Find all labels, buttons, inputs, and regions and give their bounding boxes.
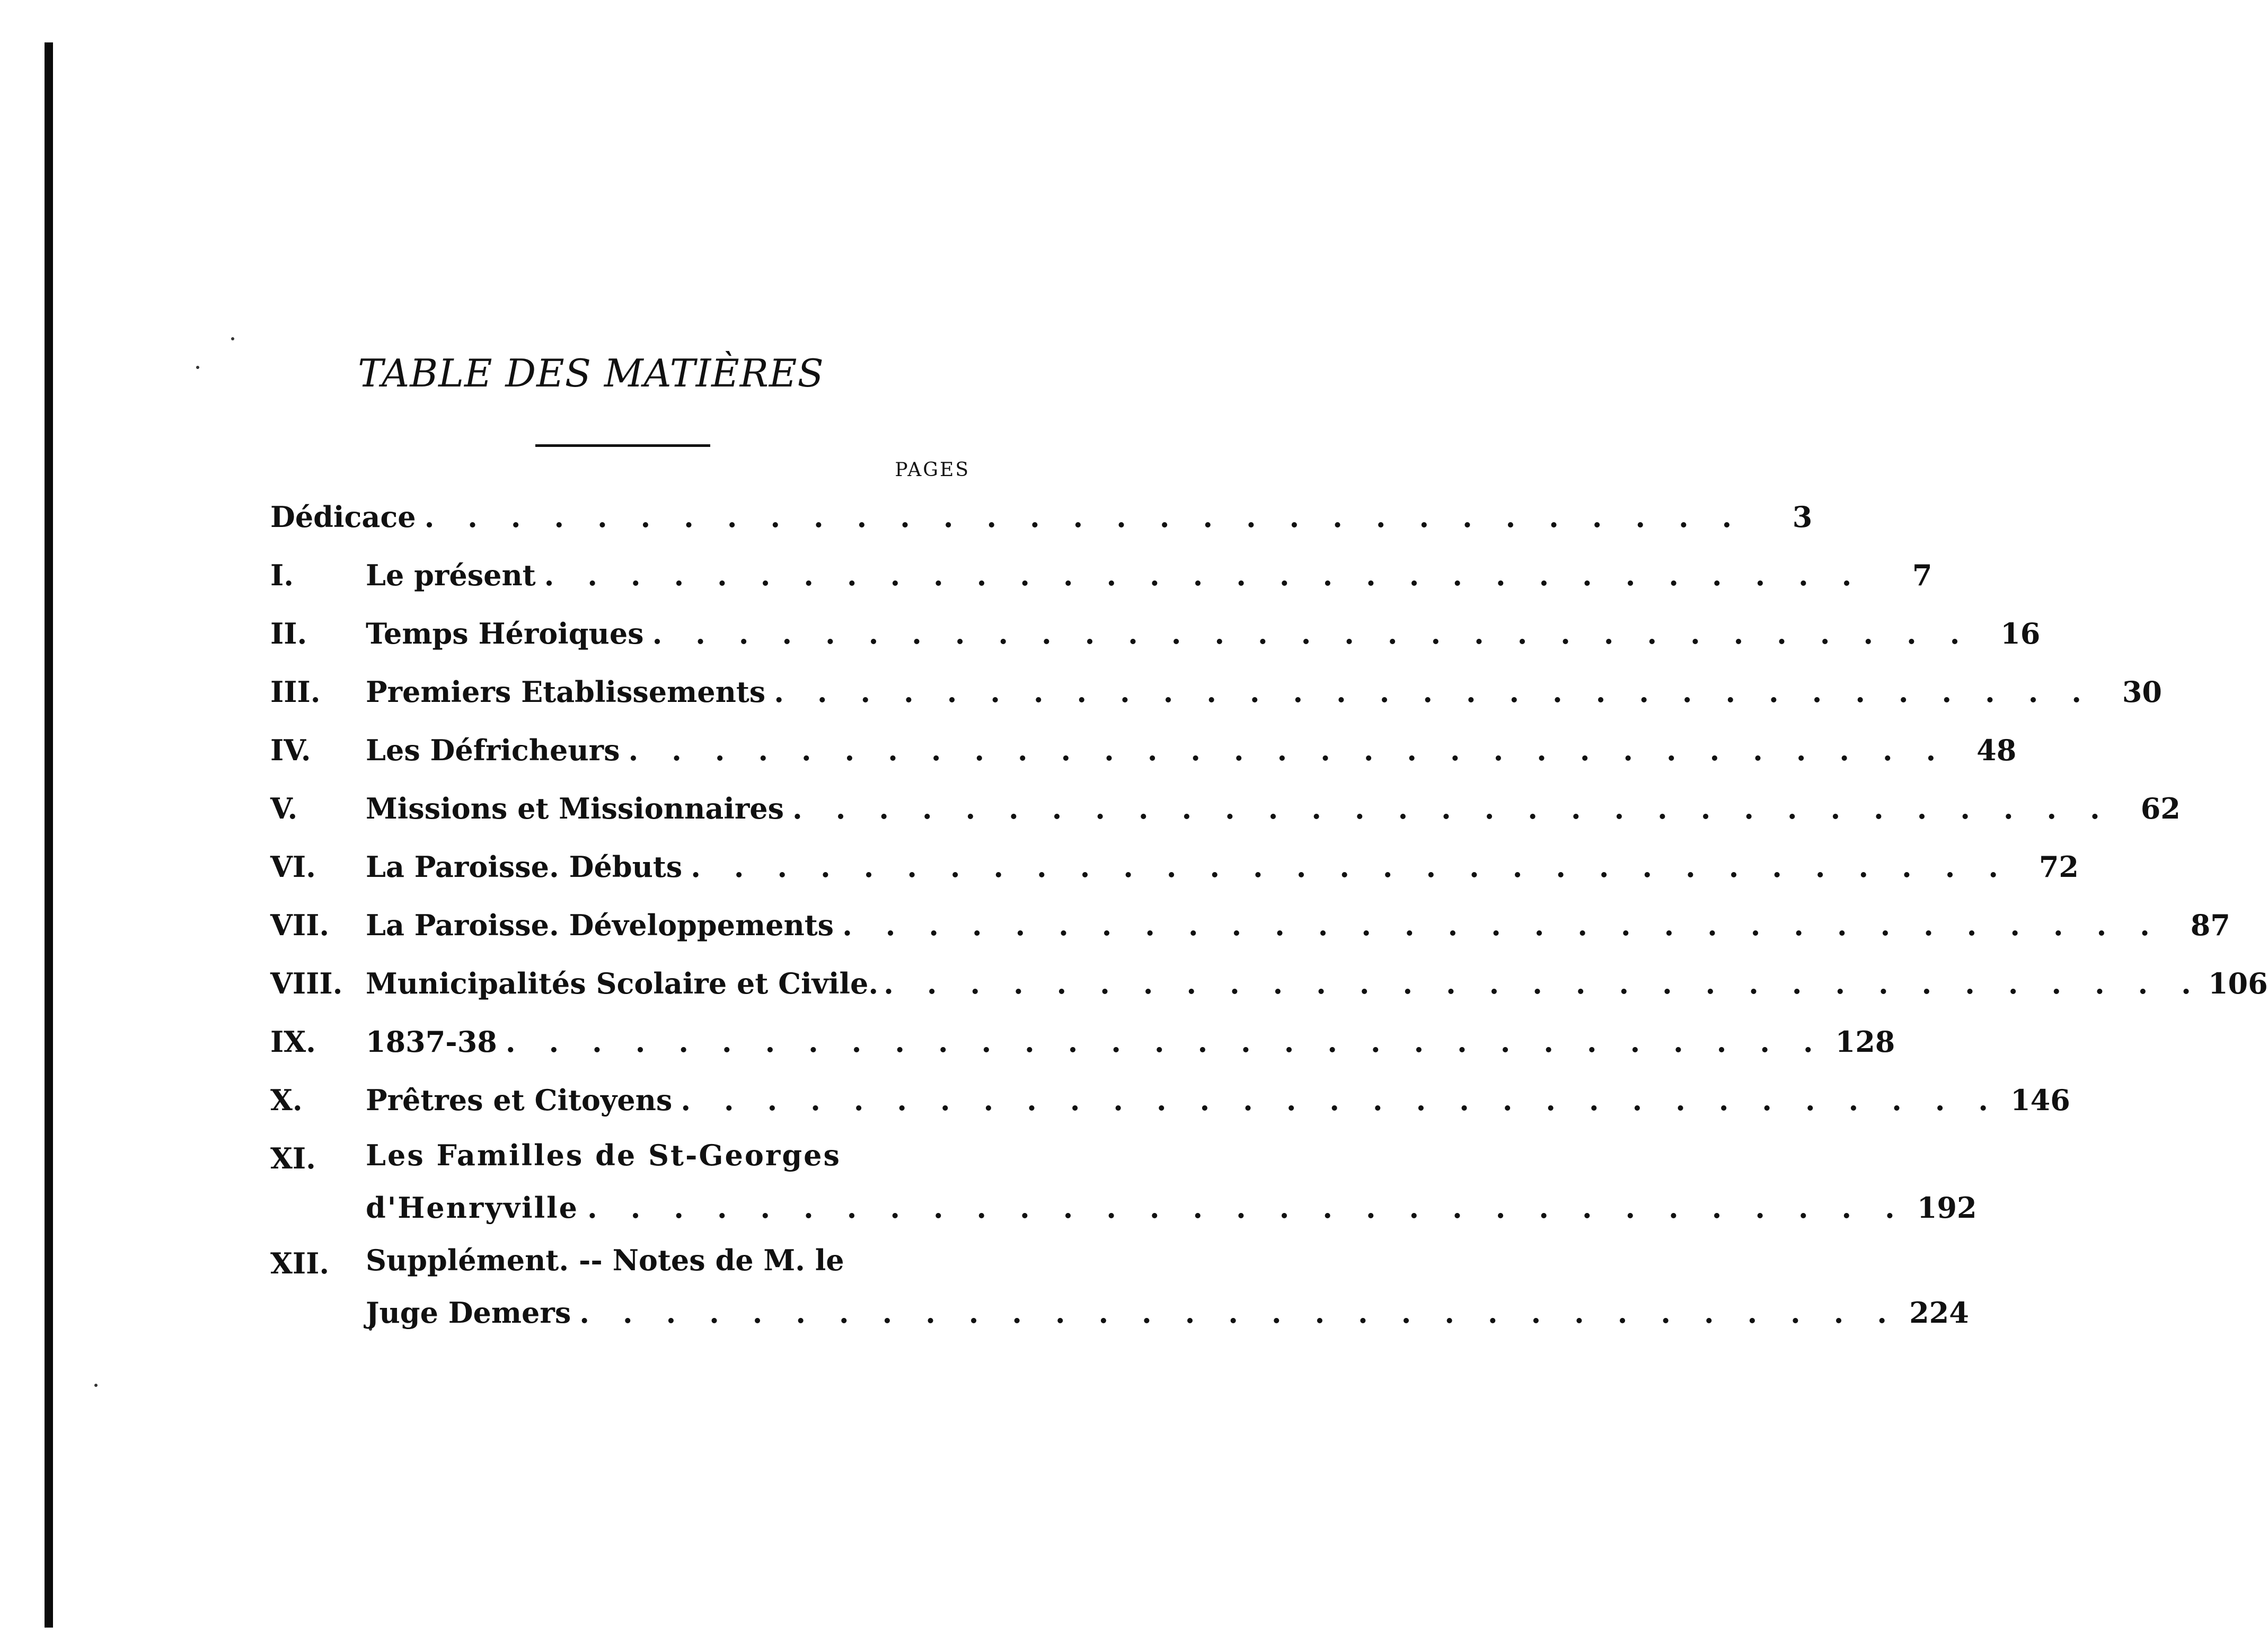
- toc-entry-title: Municipalités Scolaire et Civile.: [366, 966, 879, 1000]
- chapter-number: III.: [270, 675, 321, 709]
- dot-leader: . . . . . . . . . . . . . . . . . . . . . . . . . . . . . . .: [505, 1025, 1825, 1059]
- toc-entry-page: 128: [1835, 1025, 1895, 1059]
- toc-entry-title: 1837-38: [366, 1025, 497, 1059]
- dot-leader: . . . . . . . . . . . . . . . . . . . . . . . . . . . . . . .: [579, 1296, 1899, 1330]
- dot-leader: . . . . . . . . . . . . . . . . . . . . . . . . . . . . . . .: [774, 675, 2094, 709]
- table-of-contents: [270, 488, 2268, 1339]
- toc-entry-page: 224: [1909, 1296, 1969, 1330]
- toc-entry-page: 72: [2038, 850, 2079, 884]
- toc-entry: [270, 1013, 1895, 1071]
- toc-entry-title: Les Défricheurs: [366, 733, 620, 767]
- page-binding-edge: [45, 42, 53, 1628]
- toc-entry-page: 62: [2140, 792, 2181, 825]
- toc-entry-page: 30: [2122, 675, 2163, 709]
- toc-entry-page: 146: [2010, 1083, 2070, 1117]
- dot-leader: . . . . . . . . . . . . . . . . . . . . . . . . . . . . . . .: [652, 617, 1972, 651]
- chapter-number: IV.: [270, 733, 311, 767]
- toc-entry-page: 192: [1917, 1191, 1977, 1225]
- dot-leader: . . . . . . . . . . . . . . . . . . . . . . . . . . . . . . .: [792, 792, 2112, 825]
- toc-entry: [270, 838, 2079, 896]
- toc-entry-title: Missions et Missionnaires: [366, 792, 784, 825]
- toc-entry: [270, 663, 2163, 721]
- dot-leader: . . . . . . . . . . . . . . . . . . . . . . . . . . . . . . .: [681, 1083, 2000, 1117]
- toc-entry-page: 16: [2000, 617, 2041, 651]
- toc-entry-title: La Paroisse. Débuts: [366, 850, 683, 884]
- dot-leader: . . . . . . . . . . . . . . . . . . . . . . . . . . . . . . .: [587, 1191, 1907, 1225]
- chapter-number: XII.: [270, 1246, 330, 1280]
- toc-entry-title-continued: d'Henryville: [366, 1191, 579, 1225]
- toc-entry-page: 106: [2208, 966, 2268, 1000]
- toc-entry: [270, 896, 2230, 954]
- chapter-number: VIII.: [270, 966, 343, 1000]
- toc-entry-title: Le présent: [366, 558, 536, 592]
- toc-entry-title: Premiers Etablissements: [366, 675, 766, 709]
- chapter-number: IX.: [270, 1025, 316, 1059]
- toc-entry: [270, 954, 2268, 1013]
- toc-entry-dedicace: [270, 488, 1813, 546]
- dot-leader: . . . . . . . . . . . . . . . . . . . . . . . . . . . . . . .: [842, 908, 2161, 942]
- toc-entry: [270, 1129, 1977, 1234]
- chapter-number: X.: [270, 1083, 303, 1117]
- toc-entry-title: Supplément. -- Notes de M. le: [366, 1243, 844, 1277]
- dot-leader: . . . . . . . . . . . . . . . . . . . . . . . . . . . . . . .: [884, 966, 2203, 1000]
- toc-entry-title: Dédicace: [270, 500, 416, 534]
- dot-leader: . . . . . . . . . . . . . . . . . . . . . . . . . . . . . . .: [424, 500, 1744, 534]
- toc-entry: [270, 546, 1932, 604]
- chapter-number: XI.: [270, 1141, 316, 1175]
- pages-column-header: PAGES: [895, 459, 970, 481]
- ink-speck: [94, 1384, 98, 1387]
- toc-entry-title: Prêtres et Citoyens: [366, 1083, 673, 1117]
- toc-entry-title-continued: Juge Demers: [366, 1296, 571, 1330]
- toc-entry-title: Temps Héroiques: [366, 617, 644, 651]
- toc-entry: [270, 721, 2017, 779]
- chapter-number: VII.: [270, 908, 330, 942]
- toc-entry-page: 48: [1976, 733, 2017, 767]
- chapter-number: VI.: [270, 850, 316, 884]
- ink-speck: [231, 337, 234, 340]
- chapter-number: II.: [270, 617, 307, 651]
- page-title: TABLE DES MATIÈRES: [358, 351, 824, 395]
- toc-entry-page: 3: [1792, 500, 1813, 534]
- toc-entry-title: Les Familles de St-Georges: [366, 1138, 841, 1172]
- dot-leader: . . . . . . . . . . . . . . . . . . . . . . . . . . . . . . .: [628, 733, 1948, 767]
- dot-leader: . . . . . . . . . . . . . . . . . . . . . . . . . . . . . . .: [544, 558, 1864, 592]
- toc-entry: [270, 1234, 1969, 1339]
- chapter-number: V.: [270, 792, 298, 825]
- toc-entry: [270, 604, 2041, 663]
- dot-leader: . . . . . . . . . . . . . . . . . . . . . . . . . . . . . . .: [691, 850, 2010, 884]
- toc-entry-page: 7: [1912, 558, 1932, 592]
- toc-entry: [270, 779, 2181, 838]
- toc-entry-page: 87: [2190, 908, 2230, 942]
- toc-entry-title: La Paroisse. Développements: [366, 908, 834, 942]
- title-underline-rule: [535, 444, 710, 447]
- toc-entry: [270, 1071, 2070, 1129]
- chapter-number: I.: [270, 558, 294, 592]
